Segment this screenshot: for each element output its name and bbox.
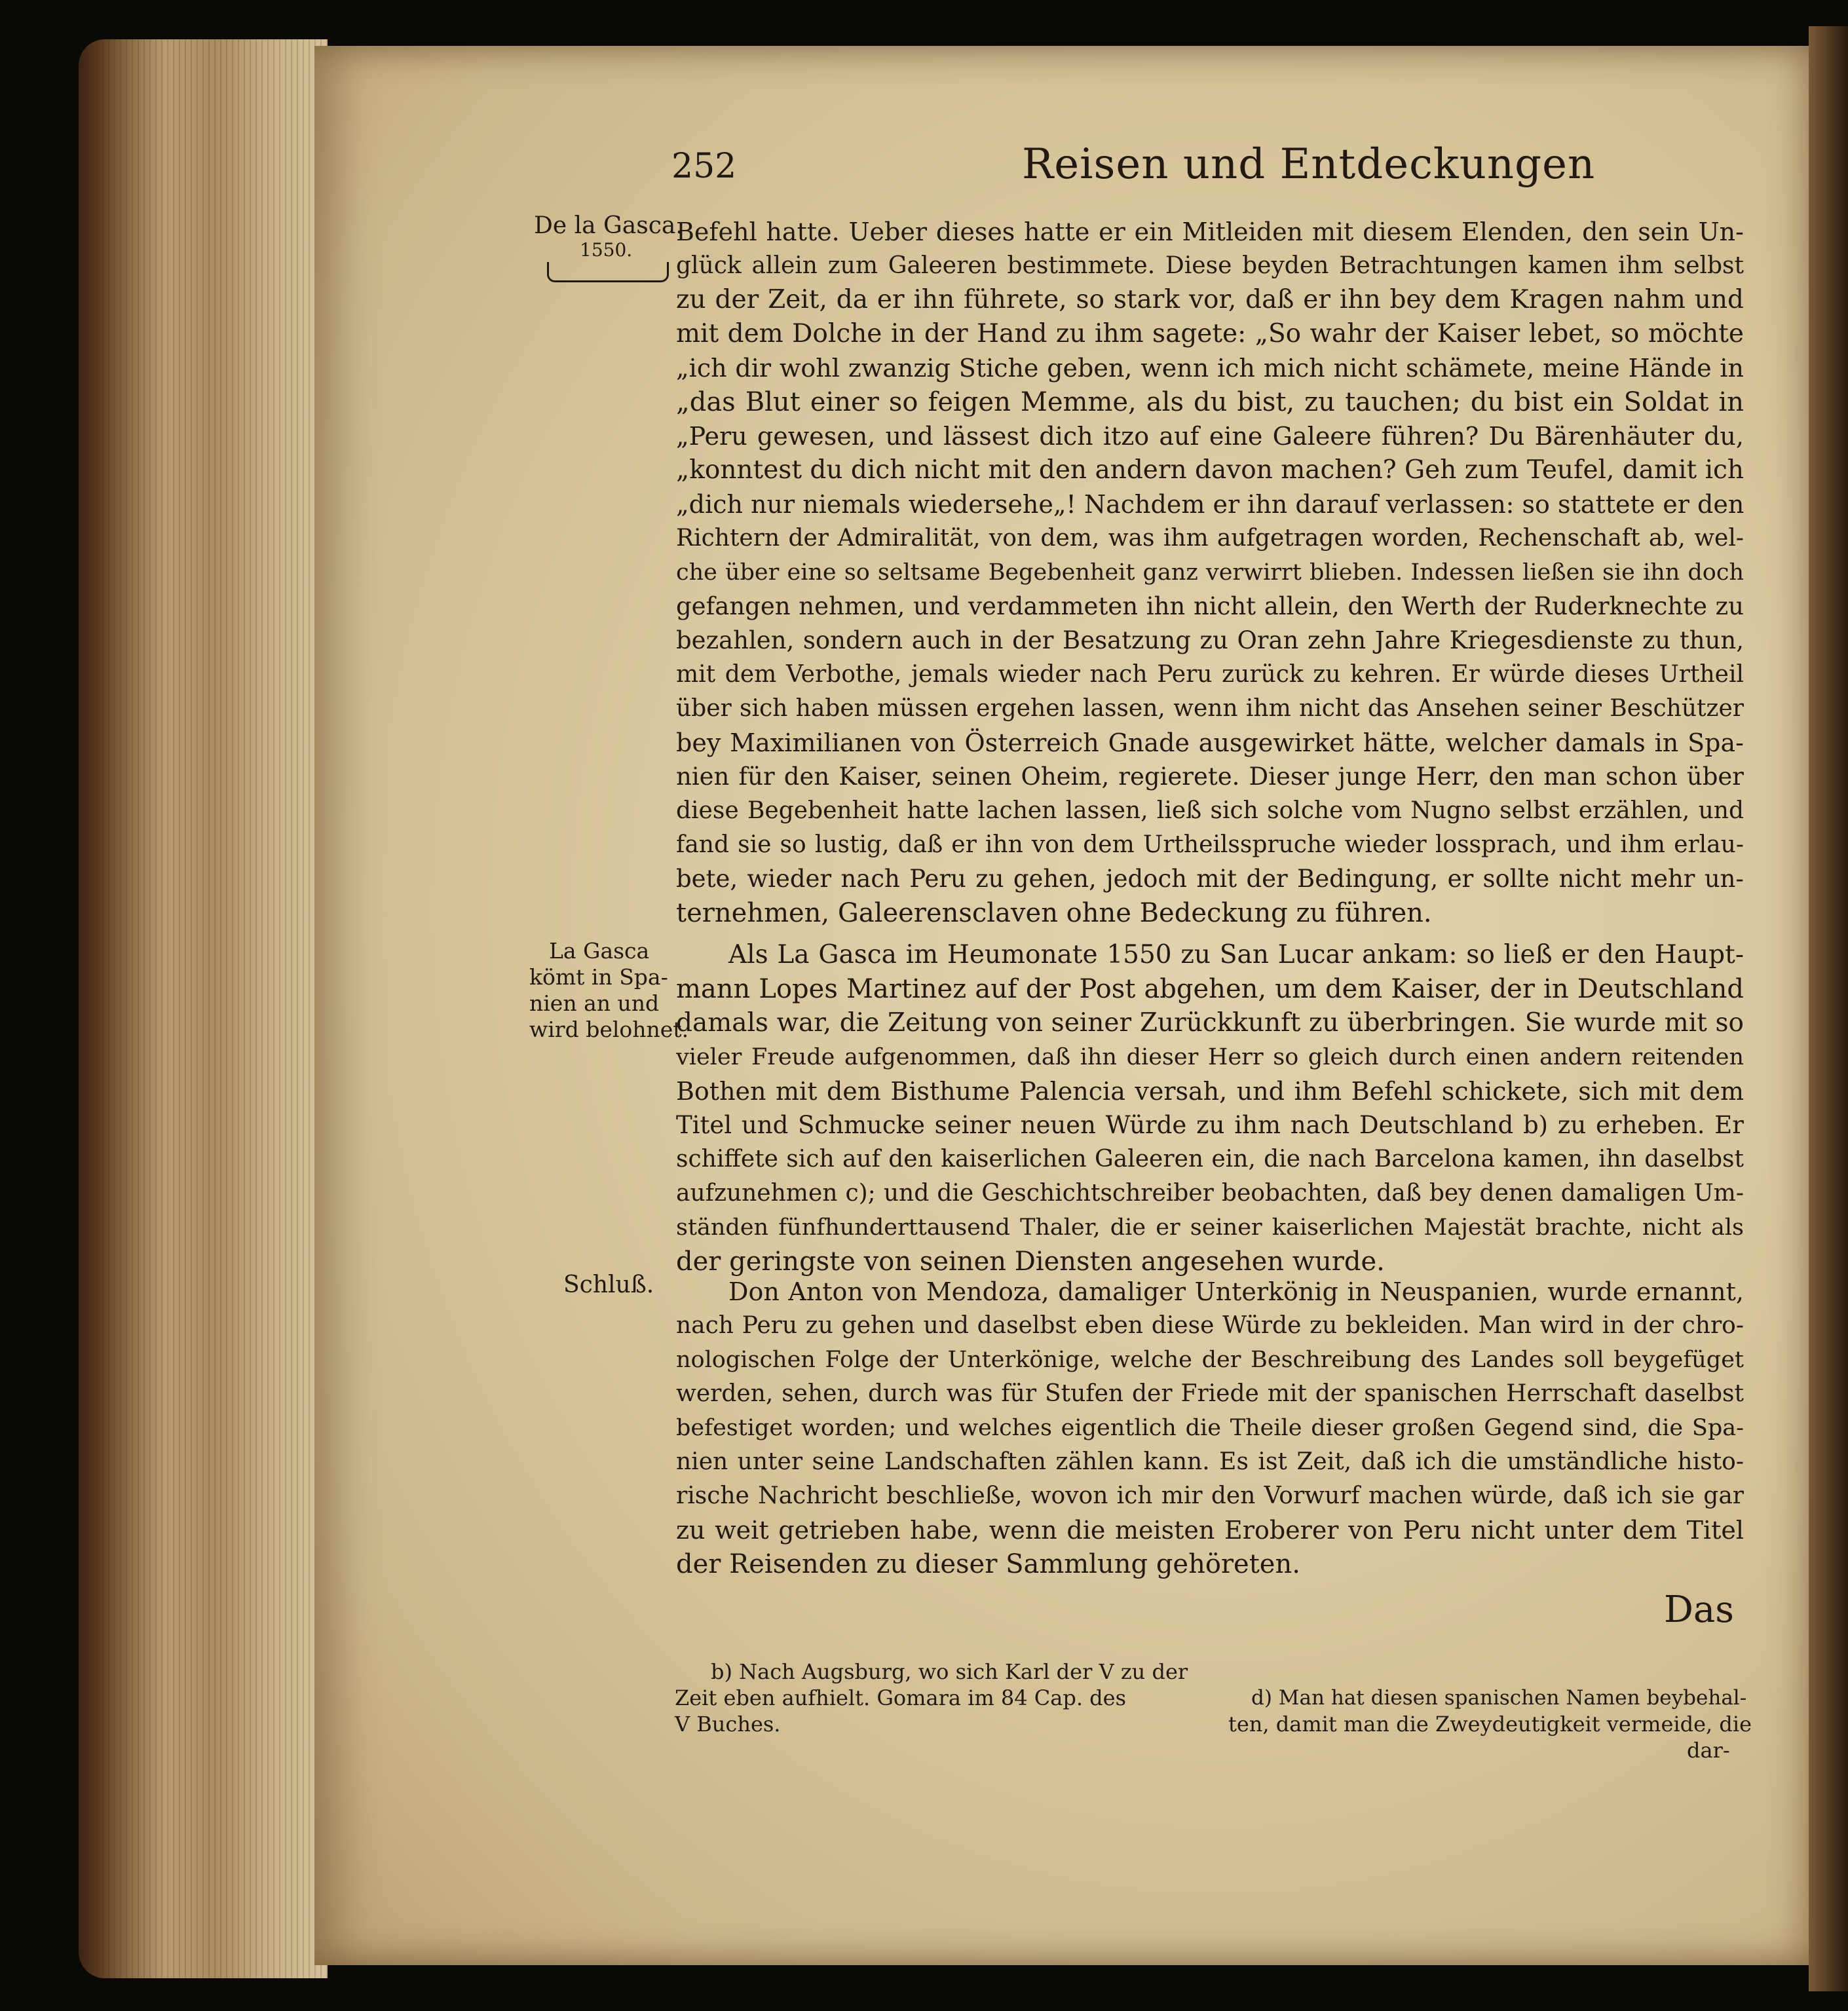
text-line: schiffete sich auf den kaiserlichen Galeeren ein, die nach Barcelona kamen, ihn daselbst	[676, 1146, 1744, 1173]
text-line: „das Blut einer so feigen Memme, als du bist, zu tauchen; du bist ein Soldat in	[676, 387, 1744, 417]
footnote-line: d) Man hat diesen spanischen Namen beybehal-	[1251, 1686, 1747, 1710]
text-line: zu der Zeit, da er ihn führete, so stark vor, daß er ihn bey dem Kragen nahm und	[676, 285, 1744, 314]
text-line: gefangen nehmen, und verdammeten ihn nicht allein, den Werth der Ruderknechte zu	[676, 592, 1744, 620]
text-line: der Reisenden zu dieser Sammlung gehöreten.	[676, 1549, 1300, 1579]
footnote-line: b) Nach Augsburg, wo sich Karl der V zu der	[711, 1659, 1188, 1684]
text-line: diese Begebenheit hatte lachen lassen, ließ sich solche vom Nugno selbst erzählen, und	[676, 797, 1744, 824]
text-line: Richtern der Admiralität, von dem, was ihm aufgetragen worden, Rechenschaft ab, wel-	[676, 525, 1744, 552]
text-line: vieler Freude aufgenommen, daß ihn dieser Herr so gleich durch einen andern reitenden	[676, 1044, 1744, 1070]
text-line: Titel und Schmucke seiner neuen Würde zu ihm nach Deutschland b) zu erheben. Er	[676, 1111, 1744, 1139]
footnote-line: V Buches.	[675, 1712, 781, 1737]
text-line: Bothen mit dem Bisthume Palencia versah, und ihm Befehl schickete, sich mit dem	[676, 1077, 1744, 1106]
footnote-line	[1228, 1659, 1752, 1685]
margin-note-line: La Gasca	[549, 938, 650, 964]
text-line: mann Lopes Martinez auf der Post abgehen, um dem Kaiser, der in Deutschland	[676, 974, 1744, 1004]
text-line: bey Maximilianen von Österreich Gnade ausgewirket hätte, welcher damals in Spa-	[676, 728, 1744, 757]
text-line: werden, sehen, durch was für Stufen der Friede mit der spanischen Herrschaft daselbst	[676, 1380, 1744, 1407]
text-line: bezahlen, sondern auch in der Besatzung zu Oran zehn Jahre Kriegesdienste zu thun,	[676, 626, 1744, 654]
text-line: „dich nur niemals wiedersehe„! Nachdem er ihn darauf verlassen: so stattete er den	[676, 490, 1744, 519]
text-line: nien unter seine Landschaften zählen kann. Es ist Zeit, daß ich die umständliche histo-	[676, 1448, 1744, 1475]
margin-bracket	[547, 262, 669, 282]
margin-note-schluss: Schluß.	[563, 1271, 654, 1298]
facing-page-edge	[1809, 26, 1848, 1991]
text-line: nologischen Folge der Unterkönige, welche der Beschreibung des Landes soll beygefüget	[676, 1347, 1744, 1373]
margin-note-line: 1550.	[580, 239, 633, 261]
footnotes-left	[675, 1659, 1188, 1737]
text-line: „konntest du dich nicht mit den andern davon machen? Geh zum Teufel, damit ich	[676, 455, 1744, 485]
text-line: der geringste von seinen Diensten angesehen wurde.	[676, 1247, 1385, 1277]
footnotes-right	[1228, 1659, 1752, 1763]
paragraph-3	[676, 1275, 1744, 1581]
margin-note-line: nien an und	[529, 990, 660, 1016]
text-line: Don Anton von Mendoza, damaliger Unterkönig in Neuspanien, wurde ernannt,	[728, 1277, 1744, 1306]
book-page-edges	[79, 39, 328, 1978]
margin-note-author	[534, 213, 683, 261]
text-line: aufzunehmen c); und die Geschichtschreiber beobachten, daß bey denen damaligen Um-	[676, 1180, 1744, 1207]
footnote-line: dar-	[1687, 1738, 1730, 1763]
footnote-line: ten, damit man die Zweydeutigkeit vermeide, die	[1228, 1712, 1752, 1737]
text-line: ternehmen, Galeerensclaven ohne Bedeckung zu führen.	[676, 898, 1432, 928]
text-line: befestiget worden; und welches eigentlich die Theile dieser großen Gegend sind, die Spa-	[676, 1415, 1744, 1441]
text-line: mit dem Verbothe, jemals wieder nach Peru zurück zu kehren. Er würde dieses Urtheil	[676, 661, 1744, 688]
text-line: „ich dir wohl zwanzig Stiche geben, wenn ich mich nicht schämete, meine Hände in	[676, 354, 1744, 383]
catchword: Das	[1664, 1588, 1735, 1631]
text-line: Befehl hatte. Ueber dieses hatte er ein Mitleiden mit diesem Elenden, den sein Un-	[676, 217, 1744, 246]
text-line: zu weit getrieben habe, wenn die meisten Eroberer von Peru nicht unter dem Titel	[676, 1516, 1744, 1545]
text-line: „Peru gewesen, und lässest dich itzo auf eine Galeere führen? Du Bärenhäuter du,	[676, 422, 1744, 451]
text-line: nien für den Kaiser, seinen Oheim, regierete. Dieser junge Herr, den man schon über	[676, 762, 1744, 791]
running-head: Reisen und Entdeckungen	[1022, 140, 1596, 189]
text-line: über sich haben müssen ergehen lassen, wenn ihm nicht das Ansehen seiner Beschützer	[676, 695, 1744, 722]
text-line: nach Peru zu gehen und daselbst eben diese Würde zu bekleiden. Man wird in der chro-	[676, 1312, 1744, 1339]
text-line: mit dem Dolche in der Hand zu ihm sagete: „So wahr der Kaiser lebet, so möchte	[676, 319, 1744, 348]
paragraph-1	[676, 215, 1744, 930]
text-line: bete, wieder nach Peru zu gehen, jedoch mit der Bedingung, er sollte nicht mehr un-	[676, 865, 1744, 893]
text-line: glück allein zum Galeeren bestimmete. Diese beyden Betrachtungen kamen ihm selbst	[676, 252, 1744, 279]
margin-note-line: wird belohnet.	[529, 1017, 689, 1042]
margin-note-gasca-spain	[529, 938, 688, 1043]
footnote-line: Zeit eben aufhielt. Gomara im 84 Cap. des	[675, 1685, 1126, 1710]
margin-note-line: kömt in Spa-	[529, 964, 668, 990]
text-line: ständen fünfhunderttausend Thaler, die er seiner kaiserlichen Majestät brachte, nicht als	[676, 1214, 1744, 1241]
text-line: rische Nachricht beschließe, wovon ich mir den Vorwurf machen würde, daß ich sie gar	[676, 1482, 1744, 1509]
text-line: Als La Gasca im Heumonate 1550 zu San Lucar ankam: so ließ er den Haupt-	[728, 940, 1744, 969]
page-number: 252	[671, 147, 737, 186]
text-line: che über eine so seltsame Begebenheit ganz verwirrt blieben. Indessen ließen sie ihn doch	[676, 559, 1744, 586]
text-line: fand sie so lustig, daß er ihn von dem Urtheilsspruche wieder lossprach, und ihm erlau-	[676, 831, 1744, 858]
text-line: damals war, die Zeitung von seiner Zurückkunft zu überbringen. Sie wurde mit so	[676, 1008, 1744, 1038]
margin-note-line: De la Gasca.	[534, 212, 683, 239]
paragraph-2	[676, 938, 1744, 1279]
